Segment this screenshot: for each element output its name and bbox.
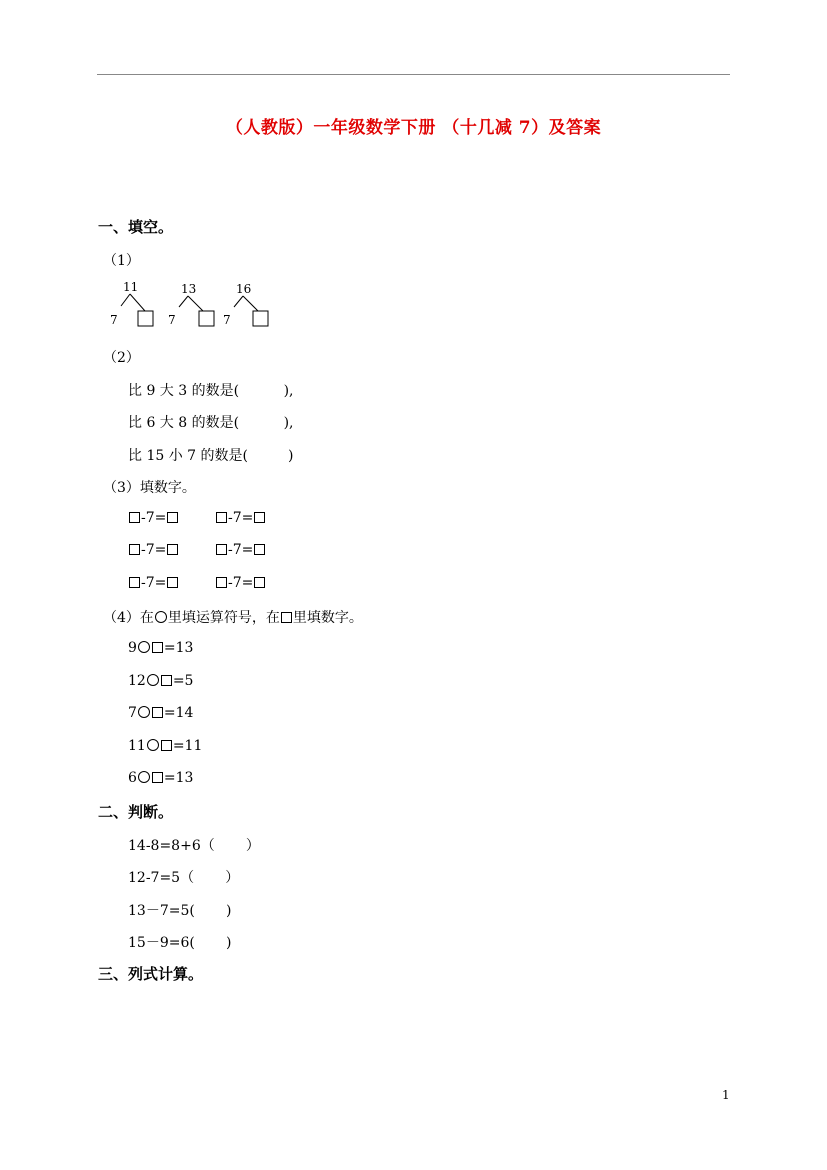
operator-equation: 6 =13 — [128, 770, 194, 786]
number-tree-3 — [221, 278, 273, 334]
part-2-line: 比 6 大 8 的数是( ), — [128, 415, 294, 431]
answer-box — [152, 642, 163, 653]
answer-box-icon — [281, 612, 292, 623]
answer-box — [161, 675, 172, 686]
operator-circle-icon — [155, 611, 167, 623]
part-2-line: 比 15 小 7 的数是( ) — [128, 448, 294, 464]
judge-line: 13－7=5( ) — [128, 903, 232, 919]
fill-equation: -7= — [215, 510, 266, 526]
judge-line: 14-8=8+6（ ） — [128, 838, 260, 854]
answer-box — [167, 577, 178, 588]
fill-equation: -7= — [128, 542, 179, 558]
page-number: 1 — [722, 1088, 730, 1102]
answer-box — [254, 577, 265, 588]
tree-left-value: 7 — [168, 313, 176, 327]
answer-box — [138, 311, 153, 326]
part-2-line: 比 9 大 3 的数是( ), — [128, 383, 294, 399]
answer-box — [216, 577, 227, 588]
answer-box — [199, 311, 214, 326]
operator-equation: 9 =13 — [128, 640, 194, 656]
tree-left-value: 7 — [223, 313, 231, 327]
operator-circle — [138, 641, 150, 653]
answer-box — [129, 544, 140, 555]
tree-top-value: 13 — [181, 282, 197, 296]
answer-box — [129, 577, 140, 588]
operator-circle — [147, 674, 159, 686]
part-1-label: （1） — [103, 253, 140, 269]
answer-box — [216, 512, 227, 523]
answer-box — [254, 512, 265, 523]
answer-box — [152, 707, 163, 718]
number-tree-1 — [108, 278, 158, 334]
answer-box — [161, 740, 172, 751]
tree-left-value: 7 — [110, 313, 118, 327]
part-4-label: （4）在 里填运算符号，在 里填数字。 — [103, 610, 363, 626]
part-3-label: （3）填数字。 — [103, 480, 196, 496]
operator-equation: 7 =14 — [128, 705, 194, 721]
section-3-heading: 三、列式计算。 — [98, 965, 204, 983]
tree-top-value: 16 — [236, 282, 252, 296]
answer-box — [253, 311, 268, 326]
operator-circle — [147, 739, 159, 751]
operator-equation: 11 =11 — [128, 738, 203, 754]
fill-equation: -7= — [128, 510, 179, 526]
judge-line: 12-7=5（ ） — [128, 870, 240, 886]
answer-box — [254, 544, 265, 555]
operator-circle — [138, 706, 150, 718]
fill-equation: -7= — [128, 575, 179, 591]
answer-box — [129, 512, 140, 523]
answer-box — [152, 772, 163, 783]
fill-equation: -7= — [215, 542, 266, 558]
section-1-heading: 一、填空。 — [98, 218, 174, 236]
operator-equation: 12 =5 — [128, 673, 194, 689]
operator-circle — [138, 771, 150, 783]
answer-box — [167, 512, 178, 523]
number-tree-2 — [166, 278, 216, 334]
part-2-label: （2） — [103, 350, 140, 366]
answer-box — [216, 544, 227, 555]
section-2-heading: 二、判断。 — [98, 803, 174, 821]
page-title: （人教版）一年级数学下册 （十几减 7）及答案 — [225, 118, 602, 138]
header-rule — [97, 74, 730, 75]
answer-box — [167, 544, 178, 555]
tree-top-value: 11 — [123, 280, 139, 294]
fill-equation: -7= — [215, 575, 266, 591]
judge-line: 15－9=6( ) — [128, 935, 232, 951]
